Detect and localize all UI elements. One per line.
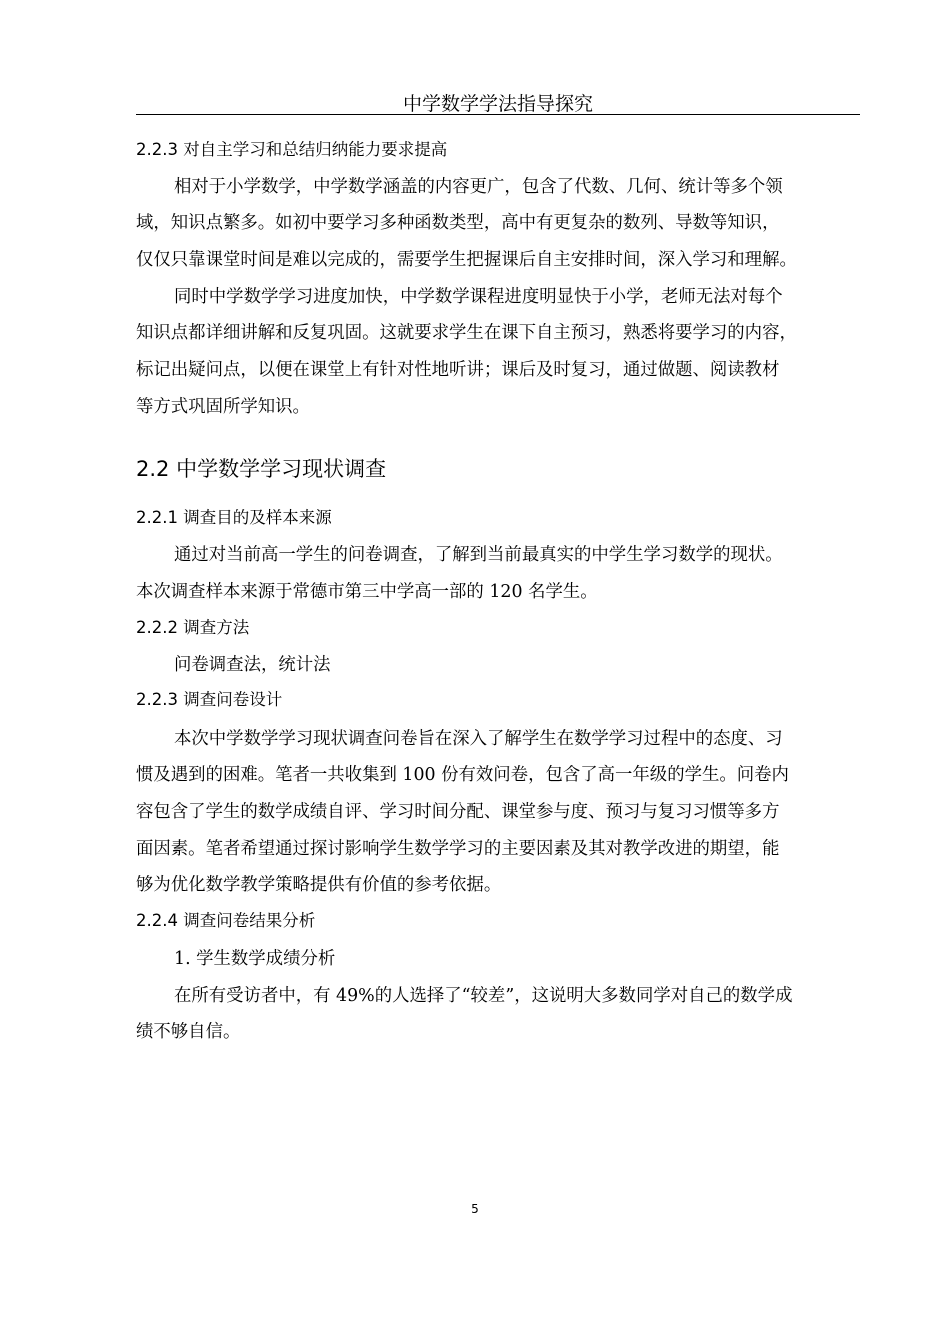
paragraph-line: 容包含了学生的数学成绩自评、学习时间分配、课堂参与度、预习与复习习惯等多方: [136, 802, 780, 822]
paragraph-line: 本次调查样本来源于常德市第三中学高一部的 120 名学生。: [136, 582, 598, 602]
paragraph-line: 惯及遇到的困难。笔者一共收集到 100 份有效问卷，包含了高一年级的学生。问卷内: [136, 765, 789, 785]
header-title: 中学数学学法指导探究: [402, 93, 593, 115]
paragraph-line: 相对于小学数学，中学数学涵盖的内容更广，包含了代数、几何、统计等多个领: [174, 177, 783, 197]
list-item: 1. 学生数学成绩分析: [174, 949, 336, 969]
paragraph-line: 面因素。笔者希望通过探讨影响学生数学学习的主要因素及其对教学改进的期望，能: [136, 839, 780, 859]
section-heading-2-2-4: 2.2.4 调查问卷结果分析: [136, 911, 316, 930]
paragraph-line: 域，知识点繁多。如初中要学习多种函数类型，高中有更复杂的数列、导数等知识，: [136, 213, 780, 233]
paragraph-line: 标记出疑问点，以便在课堂上有针对性地听讲；课后及时复习，通过做题、阅读教材: [136, 360, 780, 380]
paragraph-line: 在所有受访者中，有 49%的人选择了“较差”，这说明大多数同学对自己的数学成: [174, 986, 793, 1006]
paragraph-line: 通过对当前高一学生的问卷调查，了解到当前最真实的中学生学习数学的现状。: [174, 545, 783, 565]
header-divider: [136, 114, 860, 115]
paragraph-line: 本次中学数学学习现状调查问卷旨在深入了解学生在数学学习过程中的态度、习: [174, 729, 783, 749]
section-heading-2-2: 2.2 中学数学学习现状调查: [136, 457, 387, 481]
paragraph-line: 等方式巩固所学知识。: [136, 397, 310, 417]
paragraph-line: 知识点都详细讲解和反复巩固。这就要求学生在课下自主预习，熟悉将要学习的内容，: [136, 323, 797, 343]
paragraph-line: 问卷调查法，统计法: [174, 655, 331, 675]
section-heading-2-2-2: 2.2.2 调查方法: [136, 618, 250, 637]
section-heading-2-2-3-b: 2.2.3 调查问卷设计: [136, 690, 283, 709]
section-heading-2-2-1: 2.2.1 调查目的及样本来源: [136, 508, 332, 527]
paragraph-line: 仅仅只靠课堂时间是难以完成的，需要学生把握课后自主安排时间，深入学习和理解。: [136, 250, 797, 270]
paragraph-line: 够为优化数学教学策略提供有价值的参考依据。: [136, 875, 502, 895]
paragraph-line: 绩不够自信。: [136, 1022, 241, 1042]
section-heading-2-2-3-a: 2.2.3 对自主学习和总结归纳能力要求提高: [136, 140, 448, 159]
page-number: 5: [471, 1202, 479, 1216]
paragraph-line: 同时中学数学学习进度加快，中学数学课程进度明显快于小学，老师无法对每个: [174, 287, 783, 307]
